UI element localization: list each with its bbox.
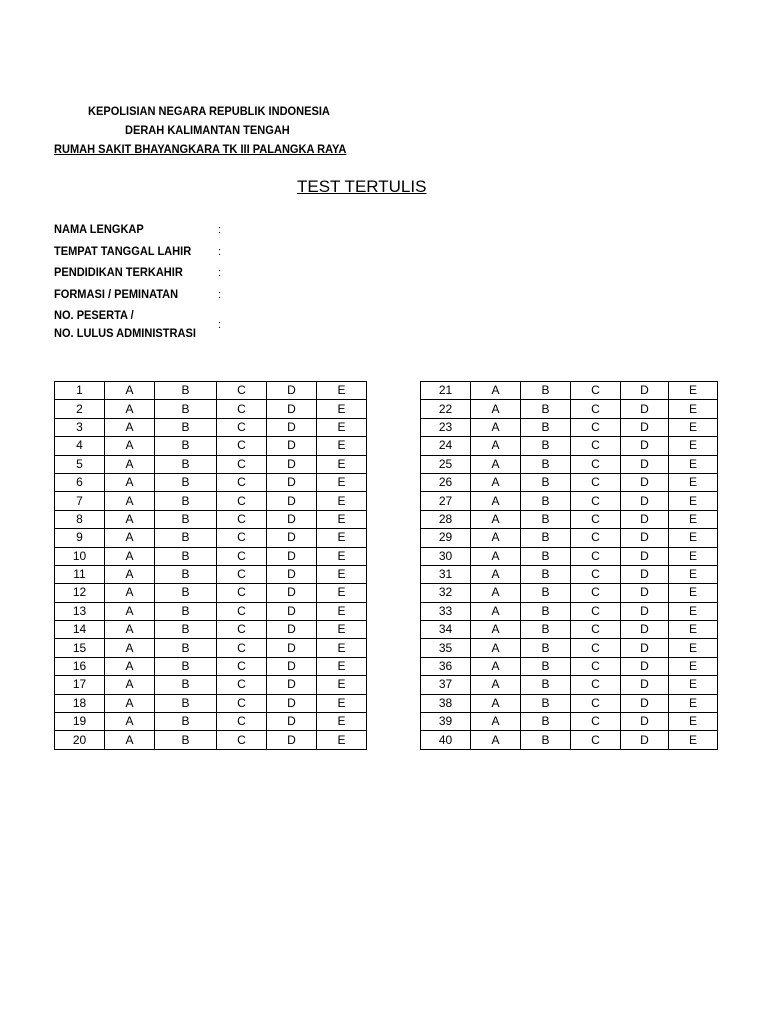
field-colon-peserta: : (218, 319, 222, 331)
option-e[interactable]: E (317, 510, 367, 528)
option-a[interactable]: A (105, 400, 155, 418)
option-d[interactable]: D (621, 382, 669, 400)
option-d[interactable]: D (621, 547, 669, 565)
question-number: 18 (55, 694, 105, 712)
option-d[interactable]: D (621, 584, 669, 602)
option-c[interactable]: C (571, 731, 621, 749)
question-number: 32 (421, 584, 471, 602)
option-c[interactable]: C (571, 529, 621, 547)
option-b[interactable]: B (155, 400, 217, 418)
option-d[interactable]: D (621, 473, 669, 491)
answer-row (55, 382, 367, 400)
answer-row (55, 418, 367, 436)
option-e[interactable]: E (317, 694, 367, 712)
answer-row (55, 731, 367, 749)
option-e[interactable]: E (669, 492, 718, 510)
option-e[interactable]: E (317, 713, 367, 731)
question-number: 9 (55, 529, 105, 547)
option-d[interactable]: D (267, 694, 317, 712)
option-e[interactable]: E (317, 602, 367, 620)
option-e[interactable]: E (669, 584, 718, 602)
option-e[interactable]: E (317, 657, 367, 675)
option-e[interactable]: E (317, 639, 367, 657)
option-e[interactable]: E (669, 639, 718, 657)
question-number: 8 (55, 510, 105, 528)
answer-row (55, 676, 367, 694)
header-line-2: DERAH KALIMANTAN TENGAH (125, 123, 290, 137)
option-e[interactable]: E (669, 529, 718, 547)
option-b[interactable]: B (521, 418, 571, 436)
option-e[interactable]: E (669, 418, 718, 436)
option-a[interactable]: A (471, 418, 521, 436)
question-number: 10 (55, 547, 105, 565)
option-b[interactable]: B (521, 529, 571, 547)
question-number: 3 (55, 418, 105, 436)
option-a[interactable]: A (105, 418, 155, 436)
option-c[interactable]: C (571, 602, 621, 620)
field-label-formasi: FORMASI / PEMINATAN (54, 287, 179, 301)
option-c[interactable]: C (217, 731, 267, 749)
option-c[interactable]: C (217, 382, 267, 400)
field-label-peserta-1: NO. PESERTA / (54, 308, 134, 322)
option-d[interactable]: D (621, 510, 669, 528)
option-b[interactable]: B (521, 694, 571, 712)
answer-row (421, 382, 718, 400)
option-a[interactable]: A (471, 473, 521, 491)
answer-row (55, 694, 367, 712)
option-a[interactable]: A (105, 621, 155, 639)
option-a[interactable]: A (471, 492, 521, 510)
answer-row (421, 602, 718, 620)
option-d[interactable]: D (621, 713, 669, 731)
option-a[interactable]: A (105, 473, 155, 491)
option-b[interactable]: B (155, 547, 217, 565)
option-e[interactable]: E (317, 565, 367, 583)
answer-row (421, 713, 718, 731)
option-c[interactable]: C (571, 657, 621, 675)
option-a[interactable]: A (471, 694, 521, 712)
option-c[interactable]: C (571, 565, 621, 583)
answer-row (421, 437, 718, 455)
option-d[interactable]: D (267, 529, 317, 547)
option-e[interactable]: E (669, 657, 718, 675)
answer-row (55, 565, 367, 583)
option-e[interactable]: E (317, 492, 367, 510)
question-number: 20 (55, 731, 105, 749)
option-d[interactable]: D (267, 437, 317, 455)
answer-row (421, 694, 718, 712)
option-c[interactable]: C (571, 437, 621, 455)
question-number: 39 (421, 713, 471, 731)
question-number: 11 (55, 565, 105, 583)
option-b[interactable]: B (155, 584, 217, 602)
option-d[interactable]: D (267, 713, 317, 731)
question-number: 15 (55, 639, 105, 657)
option-e[interactable]: E (669, 473, 718, 491)
header-line-3: RUMAH SAKIT BHAYANGKARA TK III PALANGKA RAYA (54, 142, 347, 156)
option-b[interactable]: B (521, 492, 571, 510)
option-b[interactable]: B (155, 694, 217, 712)
header-line-1: KEPOLISIAN NEGARA REPUBLIK INDONESIA (88, 104, 330, 118)
question-number: 26 (421, 473, 471, 491)
option-d[interactable]: D (621, 621, 669, 639)
option-a[interactable]: A (105, 676, 155, 694)
answer-row (421, 565, 718, 583)
option-a[interactable]: A (105, 510, 155, 528)
option-b[interactable]: B (521, 437, 571, 455)
option-d[interactable]: D (621, 437, 669, 455)
question-number: 6 (55, 473, 105, 491)
option-e[interactable]: E (317, 621, 367, 639)
option-c[interactable]: C (571, 510, 621, 528)
question-number: 34 (421, 621, 471, 639)
answer-row (421, 455, 718, 473)
option-b[interactable]: B (155, 455, 217, 473)
option-d[interactable]: D (267, 584, 317, 602)
option-c[interactable]: C (571, 400, 621, 418)
option-b[interactable]: B (521, 584, 571, 602)
question-number: 22 (421, 400, 471, 418)
page-title: TEST TERTULIS (297, 177, 427, 196)
option-e[interactable]: E (669, 382, 718, 400)
option-c[interactable]: C (571, 547, 621, 565)
option-a[interactable]: A (471, 547, 521, 565)
answer-table-left (54, 381, 367, 750)
answer-row (55, 713, 367, 731)
option-e[interactable]: E (317, 455, 367, 473)
option-d[interactable]: D (267, 676, 317, 694)
option-c[interactable]: C (217, 418, 267, 436)
option-d[interactable]: D (267, 400, 317, 418)
option-a[interactable]: A (105, 713, 155, 731)
field-label-nama: NAMA LENGKAP (54, 222, 144, 236)
option-e[interactable]: E (317, 473, 367, 491)
option-e[interactable]: E (317, 547, 367, 565)
question-number: 27 (421, 492, 471, 510)
option-d[interactable]: D (621, 602, 669, 620)
option-a[interactable]: A (471, 713, 521, 731)
question-number: 40 (421, 731, 471, 749)
option-b[interactable]: B (155, 713, 217, 731)
option-d[interactable]: D (621, 565, 669, 583)
question-number: 16 (55, 657, 105, 675)
option-e[interactable]: E (669, 676, 718, 694)
answer-row (421, 621, 718, 639)
option-c[interactable]: C (571, 676, 621, 694)
option-b[interactable]: B (521, 565, 571, 583)
option-a[interactable]: A (471, 657, 521, 675)
option-e[interactable]: E (317, 676, 367, 694)
option-d[interactable]: D (267, 382, 317, 400)
option-b[interactable]: B (155, 602, 217, 620)
option-d[interactable]: D (267, 473, 317, 491)
option-b[interactable]: B (155, 621, 217, 639)
option-c[interactable]: C (217, 621, 267, 639)
question-number: 37 (421, 676, 471, 694)
option-a[interactable]: A (105, 529, 155, 547)
option-c[interactable]: C (217, 510, 267, 528)
answer-row (55, 455, 367, 473)
option-d[interactable]: D (267, 602, 317, 620)
option-a[interactable]: A (105, 455, 155, 473)
option-c[interactable]: C (217, 400, 267, 418)
answer-row (421, 731, 718, 749)
option-c[interactable]: C (571, 382, 621, 400)
option-c[interactable]: C (217, 676, 267, 694)
question-number: 14 (55, 621, 105, 639)
option-b[interactable]: B (521, 400, 571, 418)
answer-row (55, 621, 367, 639)
option-b[interactable]: B (521, 731, 571, 749)
option-b[interactable]: B (155, 382, 217, 400)
option-a[interactable]: A (471, 731, 521, 749)
answer-row (421, 547, 718, 565)
question-number: 31 (421, 565, 471, 583)
field-label-ttl: TEMPAT TANGGAL LAHIR (54, 244, 192, 258)
option-c[interactable]: C (217, 602, 267, 620)
option-b[interactable]: B (155, 731, 217, 749)
option-b[interactable]: B (521, 621, 571, 639)
option-c[interactable]: C (217, 473, 267, 491)
option-e[interactable]: E (669, 437, 718, 455)
option-a[interactable]: A (105, 565, 155, 583)
option-c[interactable]: C (217, 713, 267, 731)
option-a[interactable]: A (471, 584, 521, 602)
option-a[interactable]: A (105, 694, 155, 712)
option-c[interactable]: C (571, 492, 621, 510)
question-number: 7 (55, 492, 105, 510)
option-d[interactable]: D (621, 694, 669, 712)
option-c[interactable]: C (217, 584, 267, 602)
question-number: 13 (55, 602, 105, 620)
answer-row (421, 529, 718, 547)
option-a[interactable]: A (471, 621, 521, 639)
option-c[interactable]: C (571, 473, 621, 491)
option-c[interactable]: C (571, 584, 621, 602)
option-d[interactable]: D (621, 492, 669, 510)
option-b[interactable]: B (155, 418, 217, 436)
question-number: 23 (421, 418, 471, 436)
option-d[interactable]: D (267, 492, 317, 510)
question-number: 19 (55, 713, 105, 731)
option-b[interactable]: B (155, 473, 217, 491)
option-d[interactable]: D (621, 657, 669, 675)
option-b[interactable]: B (155, 510, 217, 528)
option-a[interactable]: A (471, 676, 521, 694)
option-e[interactable]: E (669, 602, 718, 620)
option-c[interactable]: C (571, 455, 621, 473)
option-b[interactable]: B (155, 676, 217, 694)
option-c[interactable]: C (571, 713, 621, 731)
option-d[interactable]: D (621, 455, 669, 473)
option-c[interactable]: C (217, 657, 267, 675)
option-d[interactable]: D (621, 529, 669, 547)
answer-row (421, 400, 718, 418)
option-c[interactable]: C (217, 565, 267, 583)
answer-row (55, 529, 367, 547)
option-a[interactable]: A (471, 639, 521, 657)
option-e[interactable]: E (669, 731, 718, 749)
answer-row (55, 492, 367, 510)
option-a[interactable]: A (471, 510, 521, 528)
option-e[interactable]: E (669, 547, 718, 565)
answer-row (55, 400, 367, 418)
option-a[interactable]: A (471, 602, 521, 620)
answer-row (55, 657, 367, 675)
answer-row (421, 492, 718, 510)
option-e[interactable]: E (669, 400, 718, 418)
option-b[interactable]: B (155, 657, 217, 675)
option-d[interactable]: D (267, 547, 317, 565)
option-e[interactable]: E (317, 437, 367, 455)
answer-row (421, 584, 718, 602)
question-number: 1 (55, 382, 105, 400)
answer-row (55, 437, 367, 455)
option-b[interactable]: B (521, 713, 571, 731)
answer-row (55, 510, 367, 528)
option-c[interactable]: C (217, 694, 267, 712)
option-b[interactable]: B (521, 455, 571, 473)
field-colon-pendidikan: : (218, 267, 222, 279)
option-d[interactable]: D (621, 400, 669, 418)
option-e[interactable]: E (669, 621, 718, 639)
option-a[interactable]: A (471, 529, 521, 547)
field-colon-formasi: : (218, 289, 222, 301)
answer-row (421, 676, 718, 694)
option-d[interactable]: D (267, 731, 317, 749)
option-a[interactable]: A (105, 731, 155, 749)
option-b[interactable]: B (521, 657, 571, 675)
question-number: 28 (421, 510, 471, 528)
question-number: 12 (55, 584, 105, 602)
option-c[interactable]: C (571, 694, 621, 712)
option-c[interactable]: C (571, 621, 621, 639)
option-a[interactable]: A (471, 382, 521, 400)
option-d[interactable]: D (267, 455, 317, 473)
question-number: 29 (421, 529, 471, 547)
option-e[interactable]: E (317, 382, 367, 400)
option-d[interactable]: D (621, 418, 669, 436)
option-e[interactable]: E (669, 455, 718, 473)
question-number: 35 (421, 639, 471, 657)
option-a[interactable]: A (471, 437, 521, 455)
option-a[interactable]: A (105, 382, 155, 400)
option-c[interactable]: C (217, 492, 267, 510)
option-a[interactable]: A (105, 657, 155, 675)
option-c[interactable]: C (217, 639, 267, 657)
option-d[interactable]: D (267, 565, 317, 583)
option-b[interactable]: B (155, 492, 217, 510)
option-a[interactable]: A (471, 400, 521, 418)
question-number: 36 (421, 657, 471, 675)
option-e[interactable]: E (669, 565, 718, 583)
option-c[interactable]: C (571, 639, 621, 657)
option-b[interactable]: B (521, 473, 571, 491)
question-number: 24 (421, 437, 471, 455)
option-c[interactable]: C (217, 547, 267, 565)
option-e[interactable]: E (669, 713, 718, 731)
option-c[interactable]: C (217, 455, 267, 473)
option-c[interactable]: C (217, 529, 267, 547)
option-e[interactable]: E (317, 418, 367, 436)
option-a[interactable]: A (471, 455, 521, 473)
answer-row (421, 657, 718, 675)
question-number: 2 (55, 400, 105, 418)
option-c[interactable]: C (571, 418, 621, 436)
field-label-peserta-2: NO. LULUS ADMINISTRASI (54, 326, 196, 340)
option-b[interactable]: B (521, 639, 571, 657)
option-b[interactable]: B (521, 510, 571, 528)
option-d[interactable]: D (621, 731, 669, 749)
option-e[interactable]: E (669, 510, 718, 528)
option-d[interactable]: D (267, 639, 317, 657)
option-e[interactable]: E (317, 584, 367, 602)
option-a[interactable]: A (105, 437, 155, 455)
option-a[interactable]: A (105, 639, 155, 657)
answer-row (55, 639, 367, 657)
question-number: 17 (55, 676, 105, 694)
field-label-pendidikan: PENDIDIKAN TERKAHIR (54, 265, 183, 279)
option-a[interactable]: A (105, 492, 155, 510)
answer-row (55, 473, 367, 491)
field-colon-nama: : (218, 224, 222, 236)
option-b[interactable]: B (521, 382, 571, 400)
option-b[interactable]: B (521, 676, 571, 694)
question-number: 4 (55, 437, 105, 455)
option-b[interactable]: B (155, 565, 217, 583)
option-d[interactable]: D (267, 418, 317, 436)
option-e[interactable]: E (317, 400, 367, 418)
question-number: 5 (55, 455, 105, 473)
option-c[interactable]: C (217, 437, 267, 455)
option-b[interactable]: B (155, 437, 217, 455)
answer-row (421, 418, 718, 436)
option-a[interactable]: A (471, 565, 521, 583)
option-a[interactable]: A (105, 584, 155, 602)
option-b[interactable]: B (521, 547, 571, 565)
answer-row (421, 639, 718, 657)
option-e[interactable]: E (317, 529, 367, 547)
option-a[interactable]: A (105, 602, 155, 620)
option-d[interactable]: D (267, 510, 317, 528)
answer-row (55, 584, 367, 602)
option-d[interactable]: D (267, 657, 317, 675)
answer-row (421, 473, 718, 491)
option-b[interactable]: B (521, 602, 571, 620)
answer-table-right (420, 381, 718, 750)
answer-row (421, 510, 718, 528)
option-e[interactable]: E (317, 731, 367, 749)
question-number: 33 (421, 602, 471, 620)
question-number: 21 (421, 382, 471, 400)
option-e[interactable]: E (669, 694, 718, 712)
question-number: 38 (421, 694, 471, 712)
question-number: 25 (421, 455, 471, 473)
answer-row (55, 547, 367, 565)
option-b[interactable]: B (155, 529, 217, 547)
option-d[interactable]: D (621, 639, 669, 657)
option-b[interactable]: B (155, 639, 217, 657)
option-d[interactable]: D (267, 621, 317, 639)
field-colon-ttl: : (218, 246, 222, 258)
option-d[interactable]: D (621, 676, 669, 694)
answer-row (55, 602, 367, 620)
question-number: 30 (421, 547, 471, 565)
option-a[interactable]: A (105, 547, 155, 565)
